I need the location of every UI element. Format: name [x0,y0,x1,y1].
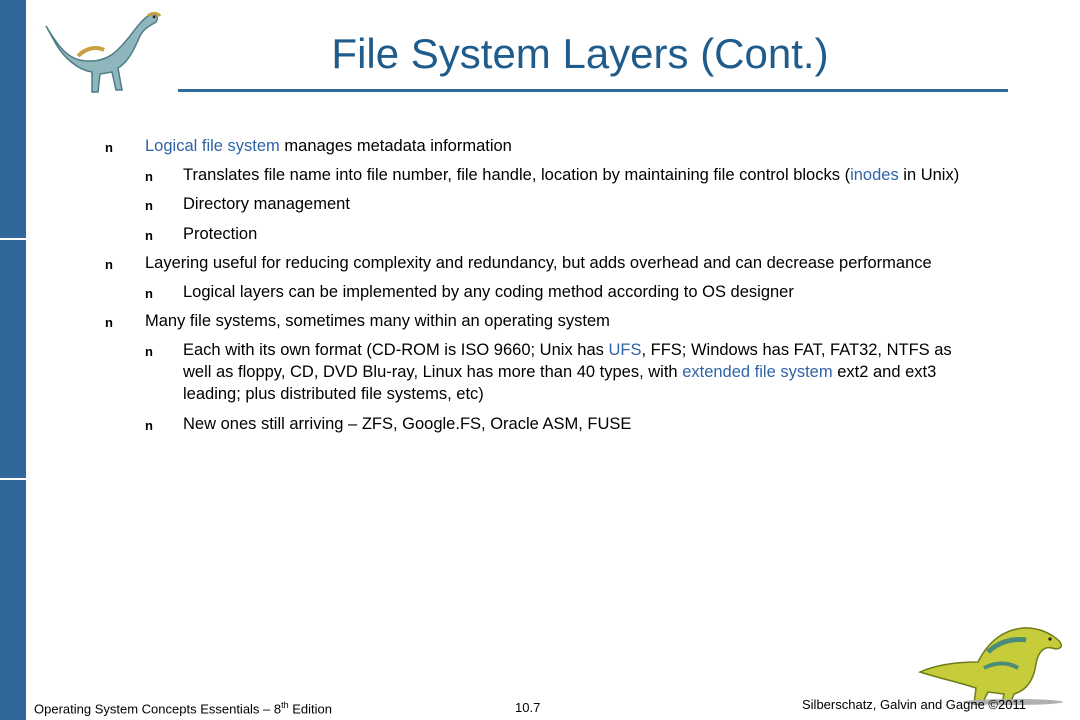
footer-copyright: Silberschatz, Galvin and Gagne ©2011 [802,697,1026,712]
list-item-continuation: leading; plus distributed file systems, etc) [183,385,484,403]
list-item-text: Each with its own format (CD-ROM is ISO 9660; Unix has [183,341,609,359]
page-number: 10.7 [515,700,541,715]
sidebar-segment [0,480,26,720]
footer-text: Operating System Concepts Essentials – 8 [34,701,282,717]
bullet-icon: n [105,257,113,272]
bullet-icon: n [145,344,153,359]
term-highlight: Logical file system [145,137,280,155]
title-divider [178,89,1008,92]
list-item: Protection [183,225,258,243]
footer-superscript: th [281,700,289,710]
sidebar-segment [0,240,26,478]
list-item: Logical layers can be implemented by any coding method according to OS designer [183,283,794,301]
bullet-icon: n [145,418,153,433]
term-highlight: inodes [850,166,899,184]
bullet-icon: n [145,169,153,184]
sidebar-segment [0,0,26,238]
list-item [183,164,959,186]
list-item-text: well as floppy, CD, DVD Blu-ray, Linux has more than 40 types, with [183,363,683,381]
dinosaur-logo-icon [38,6,168,96]
left-sidebar-bar [0,0,26,720]
bullet-icon: n [105,140,113,155]
list-item [145,135,512,157]
bullet-icon: n [145,228,153,243]
dinosaur-footer-icon [918,612,1068,707]
list-item-text: , FFS; Windows has FAT, FAT32, NTFS as [641,341,952,359]
bullet-icon: n [145,198,153,213]
bullet-icon: n [105,315,113,330]
list-item: Layering useful for reducing complexity and redundancy, but adds overhead and can decrease performance [145,254,932,272]
footer-text: Edition [288,701,333,717]
list-item-text: in Unix) [898,166,960,184]
bullet-icon: n [145,286,153,301]
term-highlight: extended file system [682,363,833,381]
page-title: File System Layers (Cont.) [331,30,829,77]
list-item [183,339,952,361]
list-item-text: manages metadata information [279,137,512,155]
list-item: New ones still arriving – ZFS, Google.FS, Oracle ASM, FUSE [183,415,632,433]
list-item: Directory management [183,195,350,213]
term-highlight: UFS [608,341,642,359]
footer-book-title [34,700,332,716]
list-item-text: ext2 and ext3 [832,363,937,381]
list-item: Many file systems, sometimes many within an operating system [145,312,610,330]
list-item-text: Translates file name into file number, file handle, location by maintaining file control blocks ( [183,166,851,184]
list-item-continuation [183,361,936,383]
